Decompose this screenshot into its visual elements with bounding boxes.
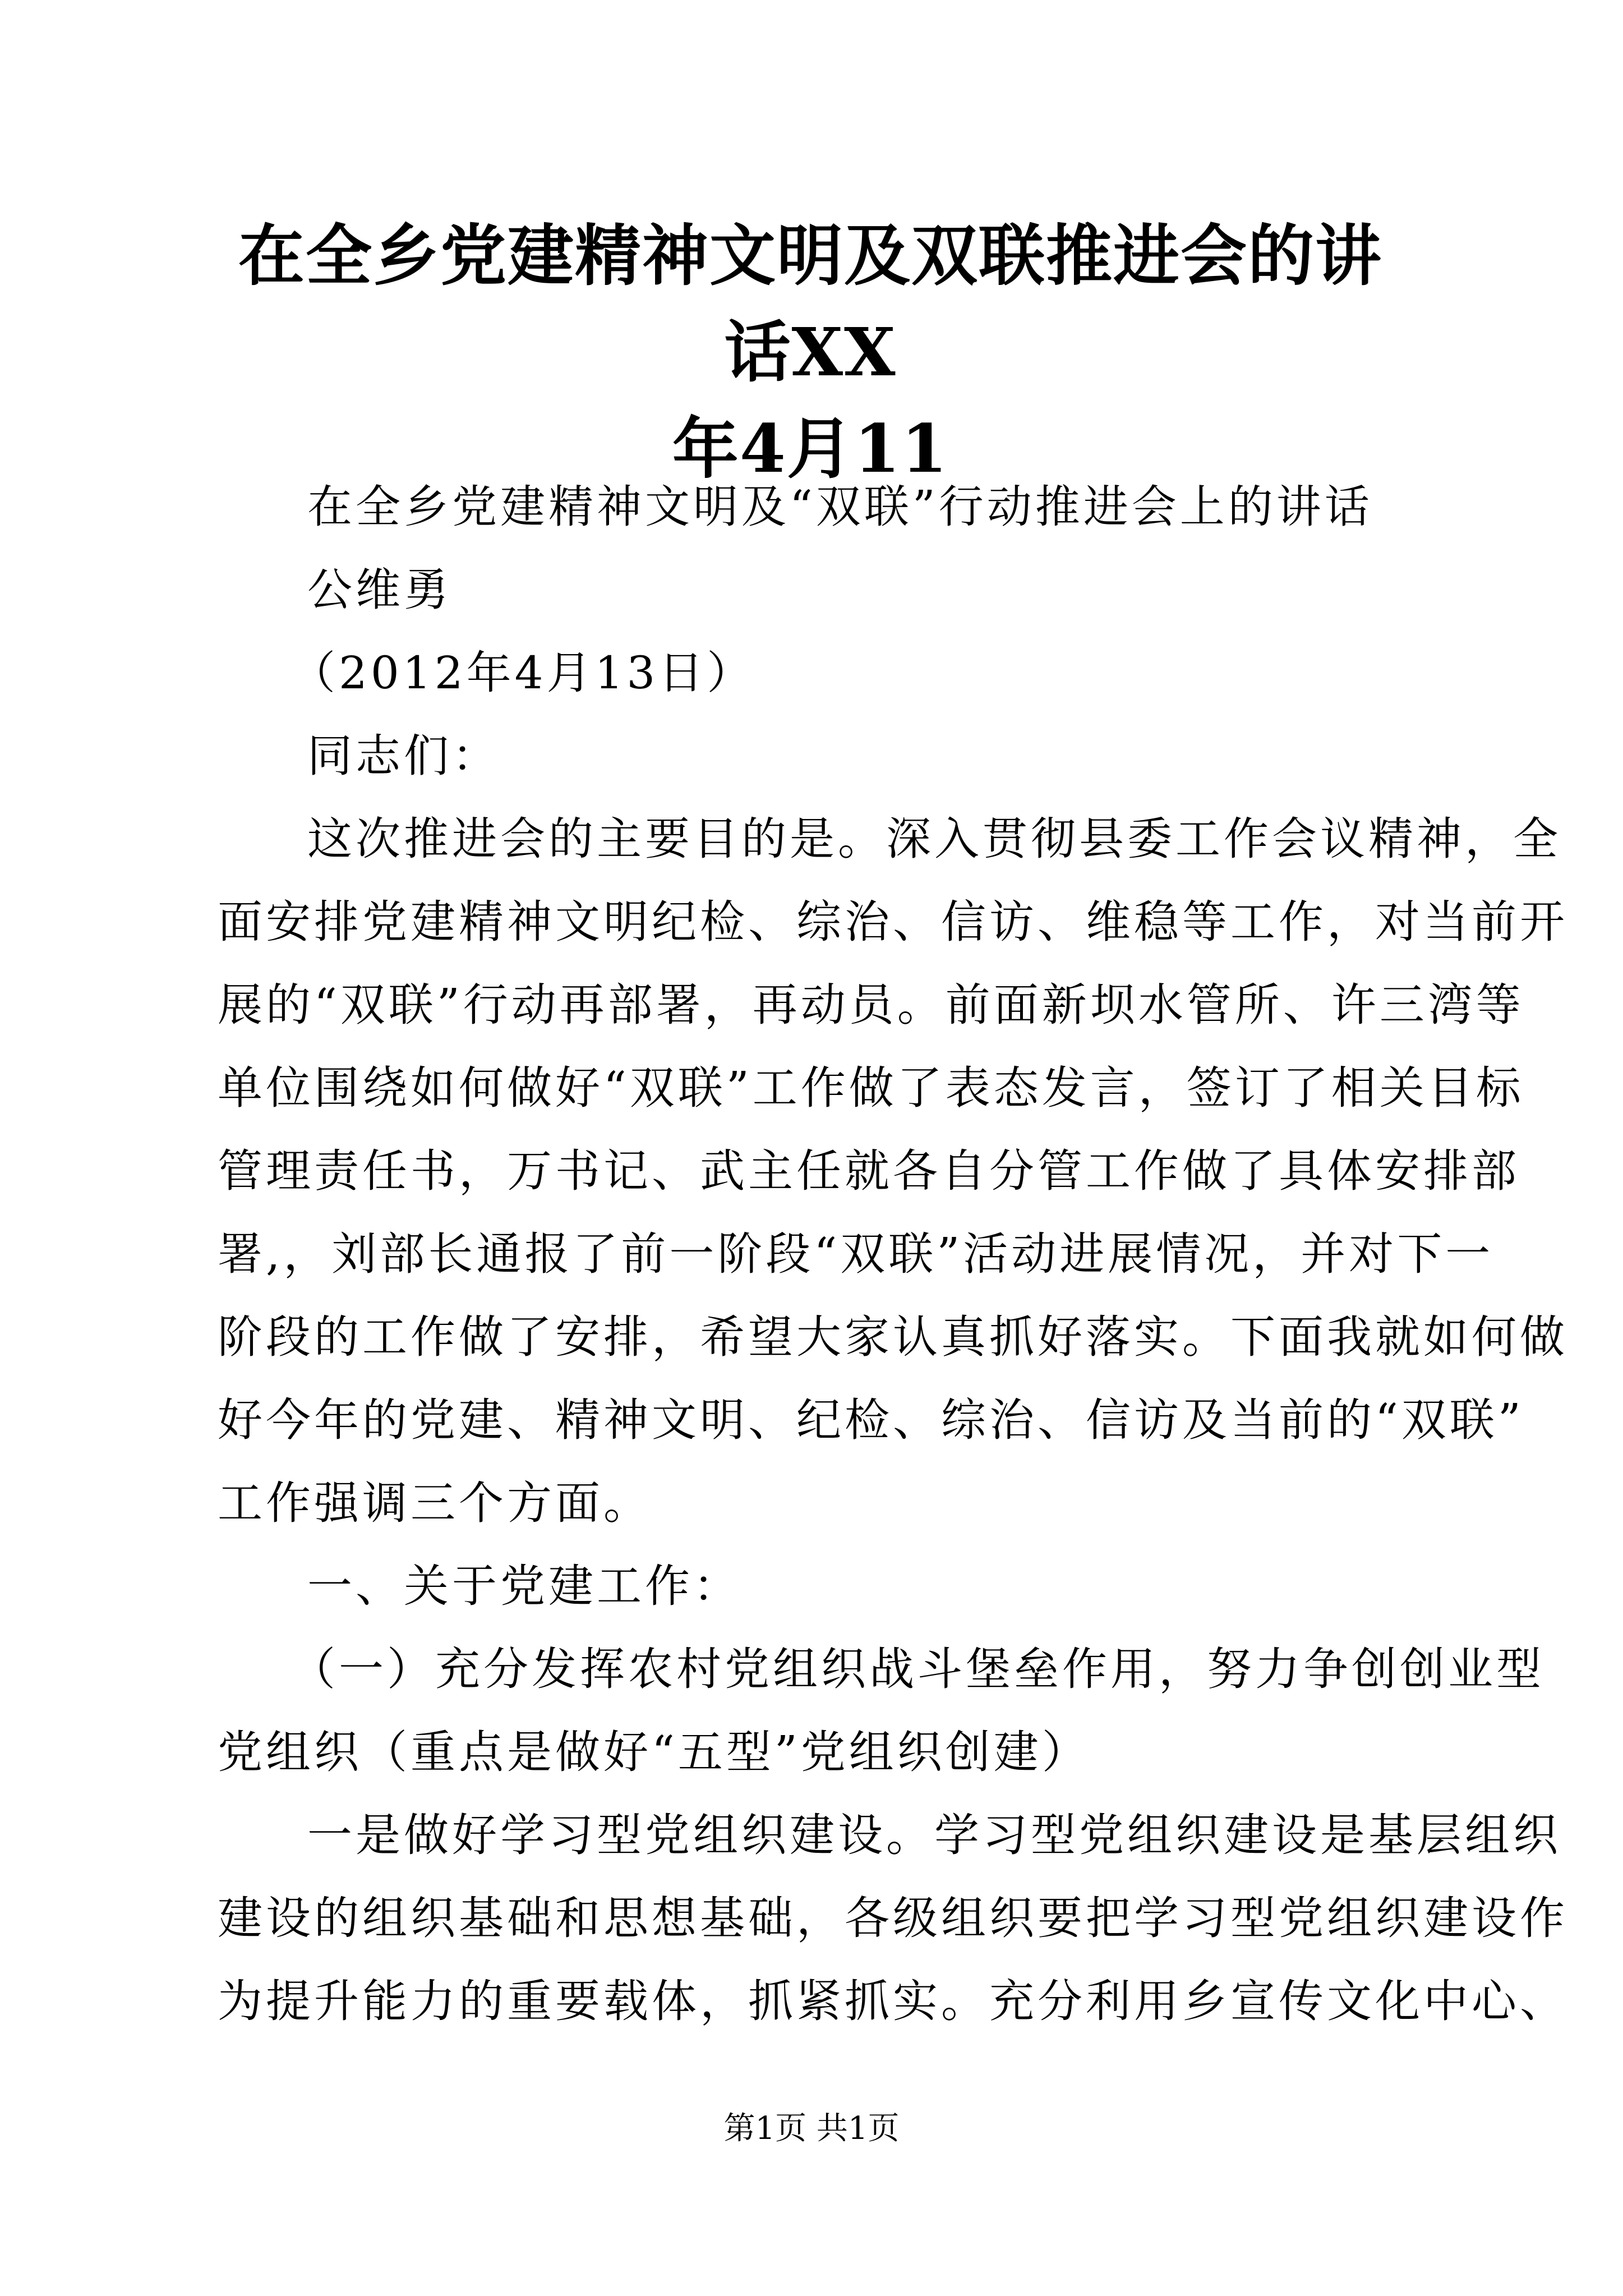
text-line: 署,，刘部长通报了前一阶段“双联”活动进展情况，并对下一	[218, 1228, 1494, 1280]
text-line: 建设的组织基础和思想基础，各级组织要把学习型党组织建设作	[218, 1892, 1568, 1944]
text-line: 一、关于党建工作：	[307, 1560, 741, 1612]
text-line: 同志们：	[307, 730, 500, 782]
title-line-1: 在全乡党建精神文明及双联推进会的讲话XX	[238, 217, 1382, 391]
text-line: 管理责任书，万书记、武主任就各自分管工作做了具体安排部	[218, 1145, 1520, 1197]
text-line: 阶段的工作做了安排，希望大家认真抓好落实。下面我就如何做	[218, 1311, 1568, 1363]
text-line: （一）充分发挥农村党组织战斗堡垒作用，努力争创创业型	[291, 1643, 1544, 1695]
text-line: 工作强调三个方面。	[218, 1477, 652, 1529]
text-line: （2012年4月13日）	[291, 647, 755, 699]
text-line: 党组织（重点是做好“五型”党组织创建）	[218, 1726, 1090, 1778]
text-line: 为提升能力的重要载体，抓紧抓实。充分利用乡宣传文化中心、	[218, 1975, 1568, 2027]
text-line: 展的“双联”行动再部署，再动员。前面新坝水管所、许三湾等	[218, 979, 1524, 1031]
text-line: 这次推进会的主要目的是。深入贯彻县委工作会议精神，全	[307, 813, 1561, 865]
text-line: 好今年的党建、精神文明、纪检、综治、信访及当前的“双联”	[218, 1394, 1524, 1446]
document-title	[213, 208, 1408, 497]
text-line: 面安排党建精神文明纪检、综治、信访、维稳等工作，对当前开	[218, 896, 1568, 948]
text-line: 一是做好学习型党组织建设。学习型党组织建设是基层组织	[307, 1809, 1561, 1861]
document-body	[218, 466, 1568, 2043]
text-line: 在全乡党建精神文明及“双联”行动推进会上的讲话	[307, 481, 1373, 533]
text-line: 单位围绕如何做好“双联”工作做了表态发言，签订了相关目标	[218, 1062, 1524, 1114]
page-footer: 第1页 共1页	[723, 2110, 900, 2147]
title-line-2: 年4月11	[672, 409, 949, 487]
text-line: 公维勇	[307, 564, 452, 616]
